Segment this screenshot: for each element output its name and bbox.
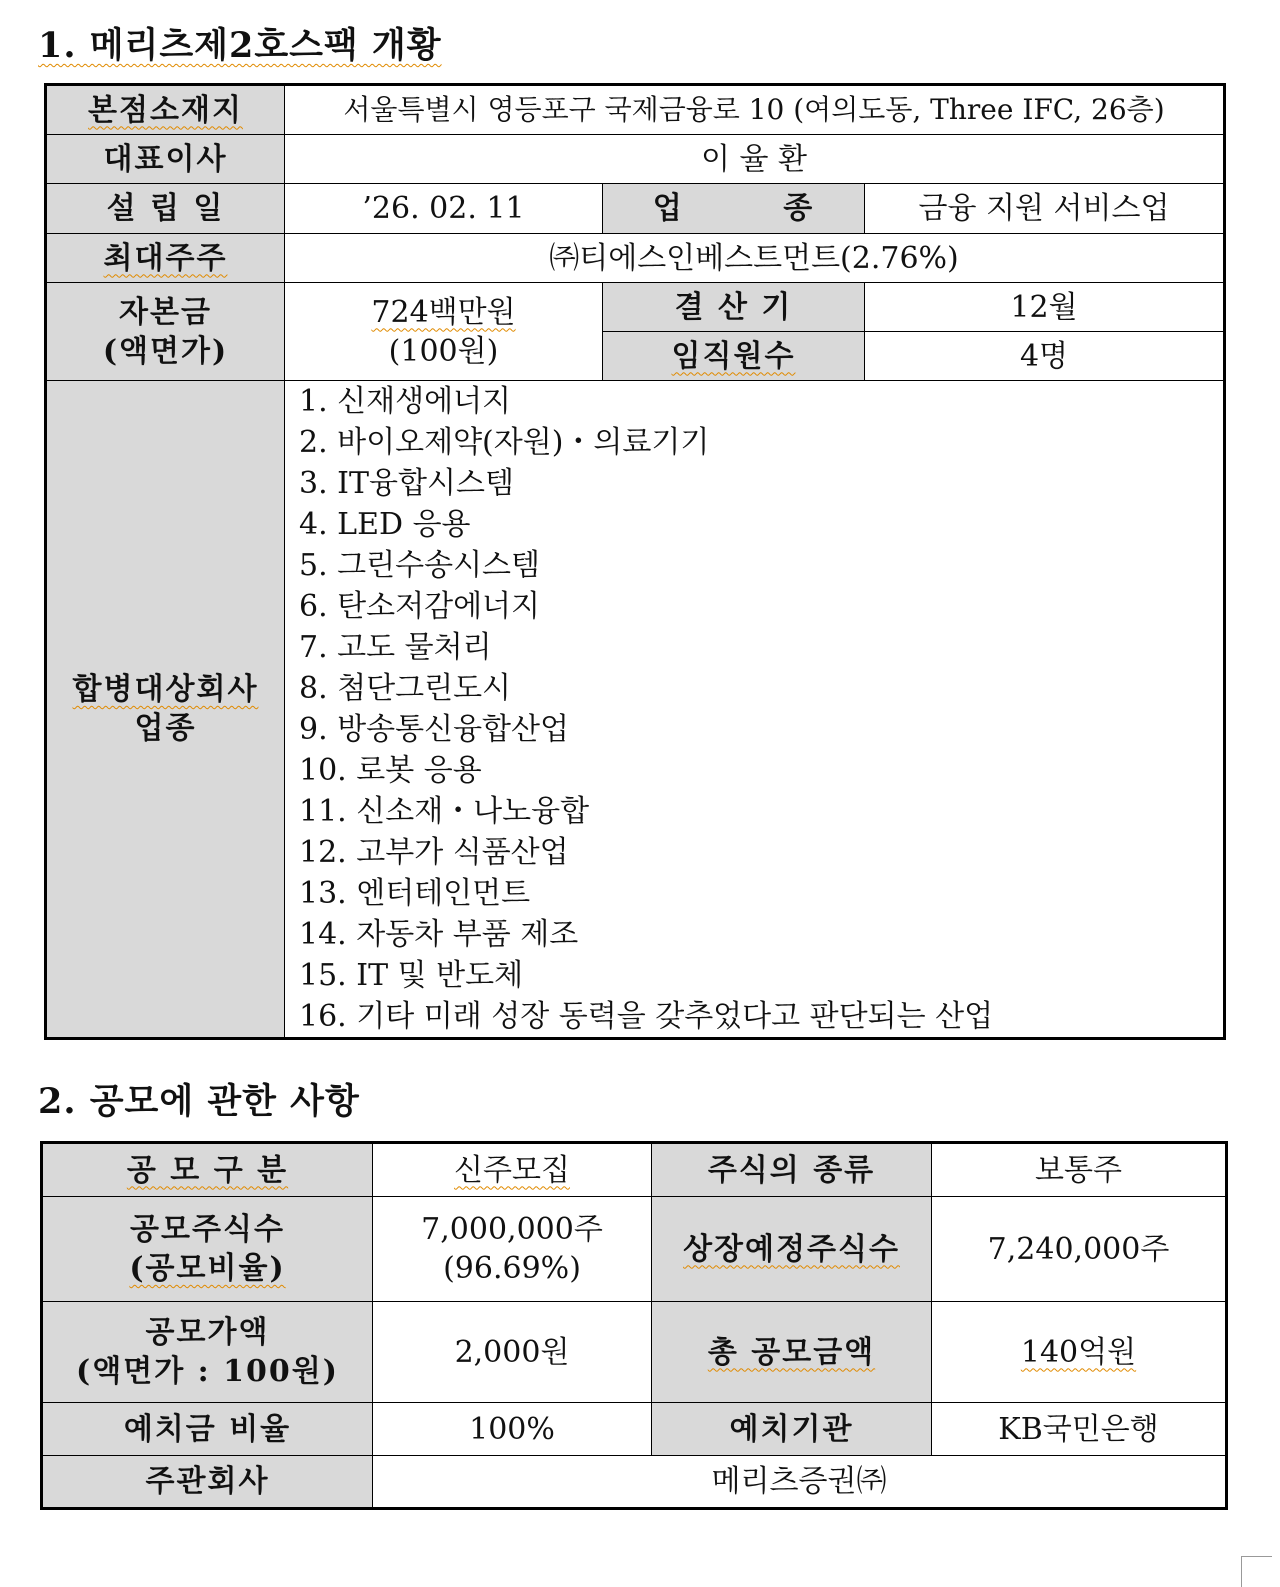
deposit-ratio-label: 예치금 비율 — [42, 1403, 373, 1456]
page-corner-mark — [1241, 1556, 1272, 1587]
listed-shares-label: 상장예정주식수 — [652, 1197, 932, 1302]
deposit-ratio-value: 100% — [373, 1403, 652, 1456]
list-item: 13. 엔터테인먼트 — [299, 876, 531, 911]
address-row — [46, 85, 1225, 135]
list-item: 5. 그린수송시스템 — [299, 548, 541, 583]
company-overview-table — [44, 83, 1226, 1040]
list-item: 2. 바이오제약(자원)・의료기기 — [299, 425, 710, 460]
capital-row-1 — [46, 283, 1225, 332]
list-item: 16. 기타 미래 성장 동력을 갖추었다고 판단되는 산업 — [299, 999, 994, 1034]
underwriter-row — [42, 1456, 1227, 1509]
industry-label: 업 종 — [603, 184, 865, 234]
offer-shares-label — [42, 1197, 373, 1302]
offer-price-row — [42, 1302, 1227, 1403]
underwriter-label: 주관회사 — [42, 1456, 373, 1509]
capital-label — [46, 283, 285, 381]
major-holder-row — [46, 234, 1225, 283]
employees-value: 4명 — [865, 332, 1225, 381]
list-item: 6. 탄소저감에너지 — [299, 589, 541, 624]
offer-shares-label-line2: (공모비율) — [129, 1251, 286, 1286]
list-item: 1. 신재생에너지 — [299, 384, 512, 419]
list-item: 4. LED 응용 — [299, 507, 471, 542]
depository-value: KB국민은행 — [932, 1403, 1227, 1456]
major-holder-value: ㈜티에스인베스트먼트(2.76%) — [285, 234, 1225, 283]
offer-price-value: 2,000원 — [373, 1302, 652, 1403]
founded-row — [46, 184, 1225, 234]
section1-heading: 1. 메리츠제2호스팩 개황 — [38, 25, 442, 66]
list-item: 8. 첨단그린도시 — [299, 671, 512, 706]
offer-shares-value-line2: (96.69%) — [443, 1251, 581, 1286]
fiscal-value: 12월 — [865, 283, 1225, 332]
ceo-row — [46, 135, 1225, 184]
offer-price-label-line2: (액면가 : 100원) — [76, 1354, 339, 1389]
list-item: 12. 고부가 식품산업 — [299, 835, 569, 870]
capital-value-line1: 724백만원 — [371, 294, 516, 330]
capital-value-line2: (100원) — [388, 333, 499, 369]
offer-shares-value — [373, 1197, 652, 1302]
offer-type-row — [42, 1143, 1227, 1197]
share-type-value: 보통주 — [932, 1143, 1227, 1197]
depository-label: 예치기관 — [652, 1403, 932, 1456]
total-offer-label: 총 공모금액 — [652, 1302, 932, 1403]
employees-label: 임직원수 — [603, 332, 865, 381]
list-item: 9. 방송통신융합산업 — [299, 712, 569, 747]
merger-label-line1: 합병대상회사 — [72, 672, 259, 707]
deposit-row — [42, 1403, 1227, 1456]
offer-price-label — [42, 1302, 373, 1403]
offer-type-value: 신주모집 — [373, 1143, 652, 1197]
total-offer-value: 140억원 — [932, 1302, 1227, 1403]
list-item: 3. IT융합시스템 — [299, 466, 514, 501]
offering-table — [40, 1141, 1228, 1510]
ceo-label: 대표이사 — [46, 135, 285, 184]
founded-value: ’26. 02. 11 — [285, 184, 603, 234]
address-value: 서울특별시 영등포구 국제금융로 10 (여의도동, Three IFC, 26층) — [285, 85, 1225, 135]
ceo-value: 이 율 환 — [285, 135, 1225, 184]
list-item: 10. 로봇 응용 — [299, 753, 482, 788]
capital-label-line2: (액면가) — [102, 333, 229, 369]
merger-label — [46, 381, 285, 1039]
merger-label-line2: 업종 — [134, 711, 197, 746]
capital-label-line1: 자본금 — [119, 294, 212, 330]
offer-shares-row — [42, 1197, 1227, 1302]
capital-value — [285, 283, 603, 381]
address-label: 본점소재지 — [46, 85, 285, 135]
underwriter-value: 메리츠증권㈜ — [373, 1456, 1227, 1509]
industry-value: 금융 지원 서비스업 — [865, 184, 1225, 234]
offer-shares-label-line1: 공모주식수 — [130, 1212, 285, 1247]
list-item: 14. 자동차 부품 제조 — [299, 917, 579, 952]
fiscal-label: 결 산 기 — [603, 283, 865, 332]
list-item: 11. 신소재・나노융합 — [299, 794, 590, 829]
section2-heading: 2. 공모에 관한 사항 — [38, 1081, 360, 1122]
share-type-label: 주식의 종류 — [652, 1143, 932, 1197]
merger-industry-list — [285, 381, 1225, 1039]
offer-shares-value-line1: 7,000,000주 — [421, 1212, 603, 1247]
list-item: 7. 고도 물처리 — [299, 630, 492, 665]
listed-shares-value: 7,240,000주 — [932, 1197, 1227, 1302]
founded-label: 설 립 일 — [46, 184, 285, 234]
merger-row — [46, 381, 1225, 1039]
offer-type-label: 공 모 구 분 — [42, 1143, 373, 1197]
major-holder-label: 최대주주 — [46, 234, 285, 283]
list-item: 15. IT 및 반도체 — [299, 958, 524, 993]
offer-price-label-line1: 공모가액 — [145, 1315, 270, 1350]
